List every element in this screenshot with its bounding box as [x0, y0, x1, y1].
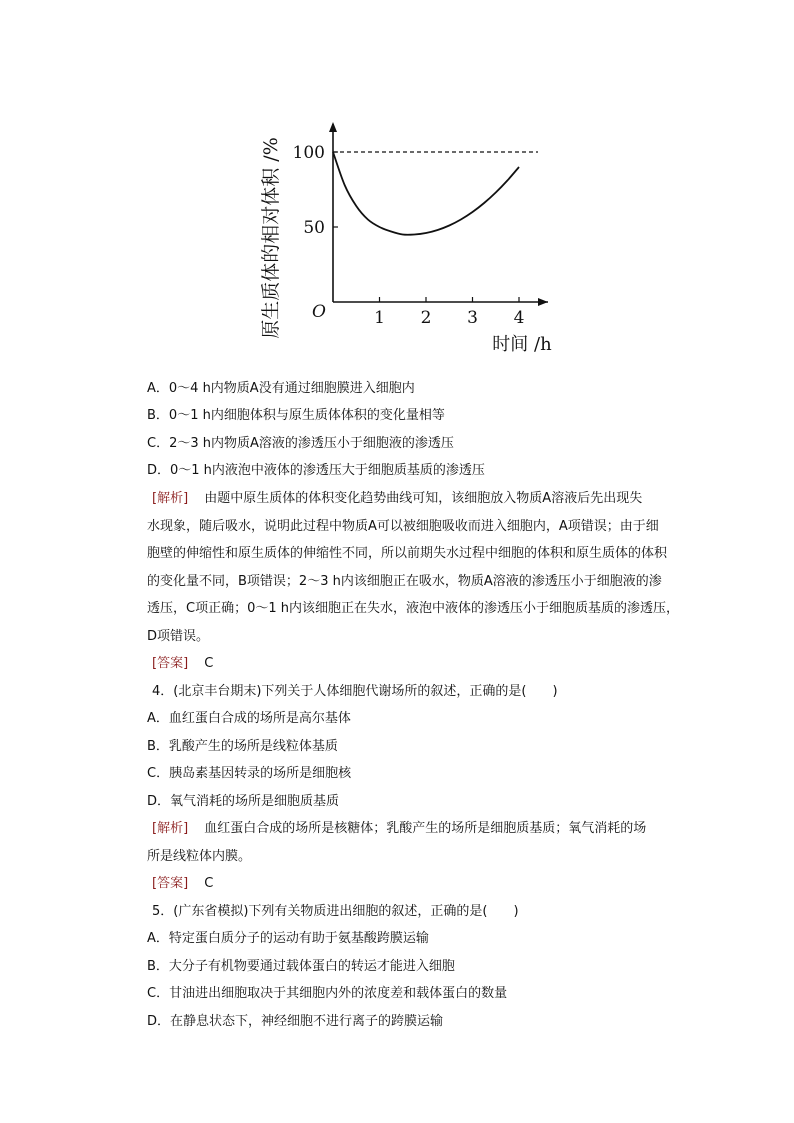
x-tick-label: 4 — [513, 308, 525, 328]
analysis-tag: [解析] — [152, 821, 189, 836]
q4-option-c: C．胰岛素基因转录的场所是细胞核 — [147, 766, 352, 781]
y-tick-label: 100 — [292, 143, 325, 163]
q4-option-a: A．血红蛋白合成的场所是高尔基体 — [147, 711, 351, 726]
q3-answer — [152, 655, 213, 673]
q4-stem: 4．(北京丰台期末)下列关于人体细胞代谢场所的叙述，正确的是( ) — [152, 684, 558, 699]
y-axis-label: 原生质体的相对体积 /% — [260, 137, 282, 339]
q3-option-b: B．0～1 h内细胞体积与原生质体体积的变化量相等 — [147, 408, 445, 423]
analysis-text-line: 由题中原生质体的体积变化趋势曲线可知，该细胞放入物质A溶液后先出现失 — [204, 491, 643, 506]
q4-option-d: D．氧气消耗的场所是细胞质基质 — [147, 794, 340, 809]
analysis-text-line: 水现象，随后吸水，说明此过程中物质A可以被细胞吸收而进入细胞内，A项错误；由于细 — [147, 519, 659, 534]
analysis-text-line: 胞壁的伸缩性和原生质体的伸缩性不同，所以前期失水过程中细胞的体积和原生质体的体积 — [147, 546, 668, 561]
x-tick-label: 1 — [374, 308, 385, 328]
q5-stem: 5．(广东省模拟)下列有关物质进出细胞的叙述，正确的是( ) — [152, 904, 519, 919]
q5-option-a: A．特定蛋白质分子的运动有助于氨基酸跨膜运输 — [147, 931, 429, 946]
volume-time-chart — [250, 110, 570, 360]
y-tick-label: 50 — [303, 218, 325, 238]
q4-answer — [152, 875, 213, 893]
q5-option-c: C．甘油进出细胞取决于其细胞内外的浓度差和载体蛋白的数量 — [147, 986, 508, 1001]
q5-option-d: D．在静息状态下，神经细胞不进行离子的跨膜运输 — [147, 1014, 444, 1029]
analysis-text-line: D项错误。 — [147, 629, 210, 644]
x-axis-label: 时间 /h — [492, 334, 552, 355]
q3-option-d: D．0～1 h内液泡中液体的渗透压大于细胞质基质的渗透压 — [147, 463, 485, 478]
series-line — [333, 152, 519, 235]
x-axis-arrow — [538, 298, 548, 306]
y-axis-arrow — [329, 122, 337, 132]
answer-tag: [答案] — [152, 876, 189, 891]
q5-option-b: B．大分子有机物要通过载体蛋白的转运才能进入细胞 — [147, 959, 455, 974]
q3-analysis — [152, 490, 642, 508]
q4-analysis — [152, 820, 646, 838]
answer-value: C — [204, 876, 214, 891]
x-tick-label: 2 — [420, 308, 432, 328]
answer-value: C — [204, 656, 214, 671]
q3-option-c: C．2～3 h内物质A溶液的渗透压小于细胞液的渗透压 — [147, 436, 454, 451]
analysis-text-line: 的变化量不同，B项错误；2～3 h内该细胞正在吸水，物质A溶液的渗透压小于细胞液的渗 — [147, 574, 662, 589]
origin-label: O — [312, 302, 326, 322]
analysis-text-line: 所是线粒体内膜。 — [147, 849, 252, 864]
analysis-tag: [解析] — [152, 491, 189, 506]
analysis-text-line: 透压，C项正确；0～1 h内该细胞正在失水，液泡中液体的渗透压小于细胞质基质的渗透压， — [147, 601, 679, 616]
q3-option-a: A．0～4 h内物质A没有通过细胞膜进入细胞内 — [147, 381, 415, 396]
analysis-text-line: 血红蛋白合成的场所是核糖体；乳酸产生的场所是细胞质基质；氧气消耗的场 — [204, 821, 647, 836]
answer-tag: [答案] — [152, 656, 189, 671]
q4-option-b: B．乳酸产生的场所是线粒体基质 — [147, 739, 338, 754]
x-tick-label: 3 — [467, 308, 478, 328]
